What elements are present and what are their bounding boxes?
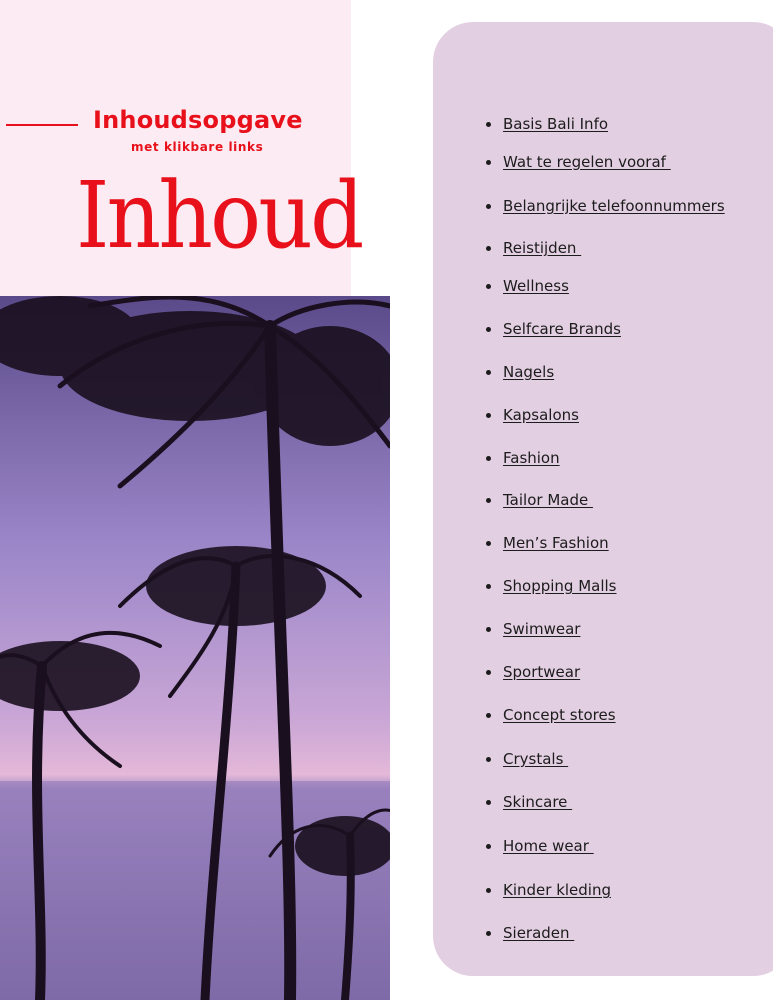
toc-link-basis-bali-info[interactable]: Basis Bali Info (503, 115, 609, 133)
bullet (486, 284, 491, 289)
bullet (486, 931, 491, 936)
toc-link-kinder-kleding[interactable]: Kinder kleding (503, 881, 611, 899)
toc-link-selfcare-brands[interactable]: Selfcare Brands (503, 320, 621, 338)
bullet (486, 204, 491, 209)
toc-link-shopping-malls[interactable]: Shopping Malls (503, 577, 617, 595)
toc-link-skincare[interactable]: Skincare (503, 793, 573, 811)
toc-link-wat-te-regelen[interactable]: Wat te regelen vooraf (503, 153, 671, 171)
bullet (486, 370, 491, 375)
toc-item-kinder-kleding (486, 881, 611, 899)
toc-item-crystals (486, 750, 568, 768)
toc-item-concept-stores (486, 706, 616, 724)
toc-item-reistijden (486, 239, 581, 257)
bullet (486, 541, 491, 546)
bullet (486, 160, 491, 165)
toc-item-nagels (486, 363, 554, 381)
toc-link-concept-stores[interactable]: Concept stores (503, 706, 616, 724)
toc-item-basis-bali-info (486, 115, 608, 133)
bullet (486, 627, 491, 632)
bullet (486, 122, 491, 127)
page-caption: met klikbare links (131, 140, 264, 154)
palm-trees-sunset-icon (0, 296, 390, 1000)
toc-item-wellness (486, 277, 569, 295)
bullet (486, 327, 491, 332)
bullet (486, 670, 491, 675)
bullet (486, 844, 491, 849)
bullet (486, 713, 491, 718)
toc-link-tailor-made[interactable]: Tailor Made (503, 491, 593, 509)
bullet (486, 246, 491, 251)
toc-item-kapsalons (486, 406, 579, 424)
toc-link-fashion[interactable]: Fashion (503, 449, 560, 467)
toc-item-sieraden (486, 924, 574, 942)
toc-item-telefoonnummers (486, 197, 725, 215)
toc-item-wat-te-regelen (486, 153, 671, 171)
toc-link-mens-fashion[interactable]: Men’s Fashion (503, 534, 609, 552)
page-title: Inhoud (76, 162, 362, 269)
bullet (486, 757, 491, 762)
toc-item-sportwear (486, 663, 580, 681)
toc-link-home-wear[interactable]: Home wear (503, 837, 594, 855)
bullet (486, 888, 491, 893)
toc-link-kapsalons[interactable]: Kapsalons (503, 406, 579, 424)
bullet (486, 413, 491, 418)
toc-item-swimwear (486, 620, 580, 638)
toc-item-mens-fashion (486, 534, 609, 552)
toc-link-sieraden[interactable]: Sieraden (503, 924, 575, 942)
toc-link-swimwear[interactable]: Swimwear (503, 620, 581, 638)
toc-link-sportwear[interactable]: Sportwear (503, 663, 581, 681)
toc-item-shopping-malls (486, 577, 617, 595)
toc-item-selfcare-brands (486, 320, 621, 338)
bullet (486, 456, 491, 461)
toc-link-crystals[interactable]: Crystals (503, 750, 569, 768)
bullet (486, 800, 491, 805)
toc-link-wellness[interactable]: Wellness (503, 277, 569, 295)
bullet (486, 498, 491, 503)
toc-link-nagels[interactable]: Nagels (503, 363, 555, 381)
toc-item-home-wear (486, 837, 594, 855)
decorative-rule (6, 124, 78, 126)
page-subtitle: Inhoudsopgave (93, 106, 303, 134)
toc-item-skincare (486, 793, 572, 811)
toc-link-reistijden[interactable]: Reistijden (503, 239, 582, 257)
toc-item-fashion (486, 449, 560, 467)
toc-link-telefoonnummers[interactable]: Belangrijke telefoonnummers (503, 197, 725, 215)
palm-trees-photo (0, 296, 390, 1000)
bullet (486, 584, 491, 589)
toc-item-tailor-made (486, 491, 593, 509)
